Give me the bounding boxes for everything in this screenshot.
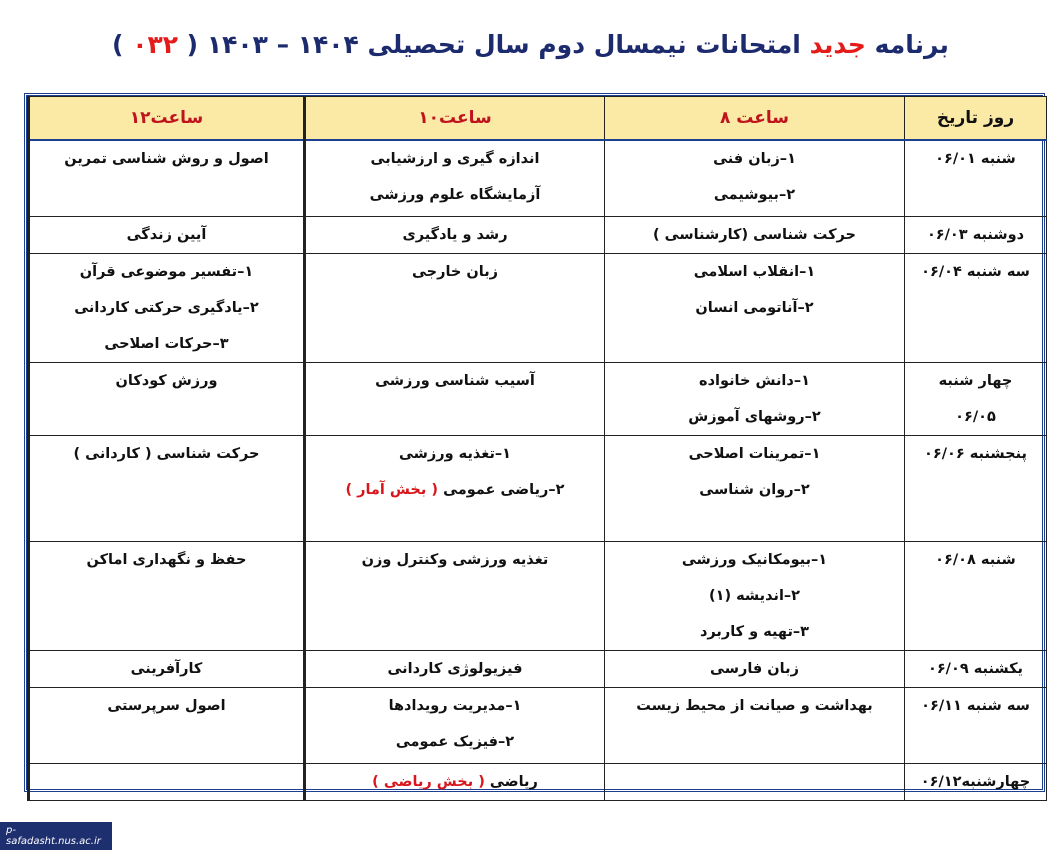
title-new-label: جدید (809, 30, 866, 59)
date-cell (905, 763, 1047, 800)
cell-line: رشد و یادگیری (402, 226, 508, 243)
page-title (0, 30, 1061, 59)
cell-line: ورزش کودکان (115, 372, 218, 389)
date-cell (905, 541, 1047, 650)
date-cell (905, 140, 1047, 216)
cell-line: پنجشنبه ۰۶/۰۶ (924, 445, 1027, 462)
cell-8 (605, 140, 905, 216)
cell-8 (605, 541, 905, 650)
table-row (29, 253, 1047, 362)
cell-line: آسیب شناسی ورزشی (375, 372, 535, 389)
cell-line: ۰۶/۰۵ (955, 408, 996, 425)
cell-12 (29, 435, 305, 541)
cell-line: اندازه گیری و ارزشیابی (370, 151, 540, 167)
cell-line: ۱–زبان فنی (713, 151, 796, 167)
cell-line: اصول و روش شناسی تمرین (64, 151, 269, 167)
cell-line: چهارشنبه۰۶/۱۲ (920, 773, 1031, 790)
cell-line: ۱–انقلاب اسلامی (693, 263, 816, 280)
cell-8 (605, 435, 905, 541)
cell-line: ۲–روان شناسی (699, 481, 810, 498)
date-cell (905, 687, 1047, 763)
title-text-3: ) (112, 30, 133, 59)
header-10: ساعت۱۰ (305, 97, 605, 141)
header-8: ساعت ۸ (605, 97, 905, 141)
cell-12 (29, 253, 305, 362)
table-row (29, 541, 1047, 650)
date-cell (905, 253, 1047, 362)
cell-line: شنبه ۰۶/۰۱ (935, 151, 1016, 167)
cell-line: ۱–تمرینات اصلاحی (688, 445, 821, 462)
cell-line: حرکت شناسی ( کاردانی ) (73, 445, 260, 462)
cell-line: آزمایشگاه علوم ورزشی (369, 187, 541, 203)
cell-line: بهداشت و صیانت از محیط زیست (636, 697, 873, 714)
exam-schedule-table (27, 96, 1047, 801)
cell-line: زبان خارجی (411, 263, 499, 280)
table-row (29, 435, 1047, 541)
date-cell (905, 362, 1047, 435)
cell-10 (305, 253, 605, 362)
table-row (29, 687, 1047, 763)
cell-line: سه شنبه ۰۶/۰۴ (921, 263, 1030, 280)
table-row (29, 216, 1047, 253)
cell-8 (605, 362, 905, 435)
cell-line: ۲–بیوشیمی (713, 187, 796, 203)
title-code: ۰۳۲ (132, 30, 178, 59)
cell-10 (305, 541, 605, 650)
cell-line: ۲–یادگیری حرکتی کاردانی (74, 299, 259, 316)
cell-10 (305, 435, 605, 541)
cell-line: شنبه ۰۶/۰۸ (935, 551, 1016, 568)
header-12: ساعت۱۲ (29, 97, 305, 141)
cell-12 (29, 650, 305, 687)
cell-8 (605, 763, 905, 800)
cell-line: اصول سرپرستی (107, 697, 226, 714)
cell-12 (29, 541, 305, 650)
cell-line: زبان فارسی (710, 660, 799, 677)
table-row (29, 362, 1047, 435)
cell-line: ۲–روشهای آموزش (688, 408, 821, 425)
cell-line: ۳–تهیه و کاربرد (699, 623, 810, 640)
cell-line: حرکت شناسی (کارشناسی ) (653, 226, 856, 243)
header-date: روز تاریخ (905, 97, 1047, 141)
cell-line: سه شنبه ۰۶/۱۱ (921, 697, 1030, 714)
table-row (29, 140, 1047, 216)
title-text-2: امتحانات نیمسال دوم سال تحصیلی ۱۴۰۴ – ۱۴۰۳ ( (177, 30, 810, 59)
cell-8 (605, 650, 905, 687)
cell-12 (29, 763, 305, 800)
cell-8 (605, 253, 905, 362)
date-cell (905, 216, 1047, 253)
cell-line: فیزیولوژی کاردانی (387, 660, 523, 677)
cell-line: ۱–تغذیه ورزشی (398, 445, 512, 462)
cell-10 (305, 687, 605, 763)
date-cell (905, 435, 1047, 541)
cell-line: تغذیه ورزشی وکنترل وزن (361, 551, 549, 568)
table-row (29, 763, 1047, 800)
site-url-footer: p-safadasht.nus.ac.ir (0, 822, 112, 850)
cell-line: آیین زندگی (126, 226, 207, 243)
cell-line: چهار شنبه (938, 372, 1013, 389)
cell-line: ۲–آناتومی انسان (695, 299, 814, 316)
cell-line: ۲–ریاضی عمومی ( بخش آمار ) (345, 481, 565, 498)
cell-line: ۱–بیومکانیک ورزشی (681, 551, 828, 568)
cell-line: حفظ و نگهداری اماکن (86, 551, 247, 568)
cell-8 (605, 687, 905, 763)
cell-10 (305, 763, 605, 800)
cell-line: دوشنبه ۰۶/۰۳ (926, 226, 1025, 243)
section-note: ( بخش ریاضی ) (372, 773, 485, 790)
cell-line: یکشنبه ۰۶/۰۹ (927, 660, 1023, 677)
cell-12 (29, 362, 305, 435)
table-body (29, 140, 1047, 800)
cell-12 (29, 216, 305, 253)
cell-line: ۲–اندیشه (۱) (708, 587, 801, 604)
cell-line: ۲–فیزیک عمومی (395, 733, 515, 750)
cell-12 (29, 140, 305, 216)
date-cell (905, 650, 1047, 687)
cell-line: ۱–تفسیر موضوعی قرآن (79, 263, 254, 280)
exam-schedule-table-frame (24, 93, 1045, 792)
cell-12 (29, 687, 305, 763)
cell-10 (305, 650, 605, 687)
cell-10 (305, 362, 605, 435)
cell-line: ۱–مدیریت رویدادها (388, 697, 522, 714)
title-text-1: برنامه (865, 30, 949, 59)
cell-line: ۱–دانش خانواده (699, 372, 810, 389)
section-note: ( بخش آمار ) (345, 481, 438, 498)
cell-10 (305, 216, 605, 253)
cell-line: ۳–حرکات اصلاحی (104, 335, 229, 352)
cell-10 (305, 140, 605, 216)
cell-line: ریاضی ( بخش ریاضی ) (372, 773, 538, 790)
table-row (29, 650, 1047, 687)
cell-8 (605, 216, 905, 253)
cell-line: کارآفرینی (130, 660, 203, 677)
table-header-row (29, 97, 1047, 141)
